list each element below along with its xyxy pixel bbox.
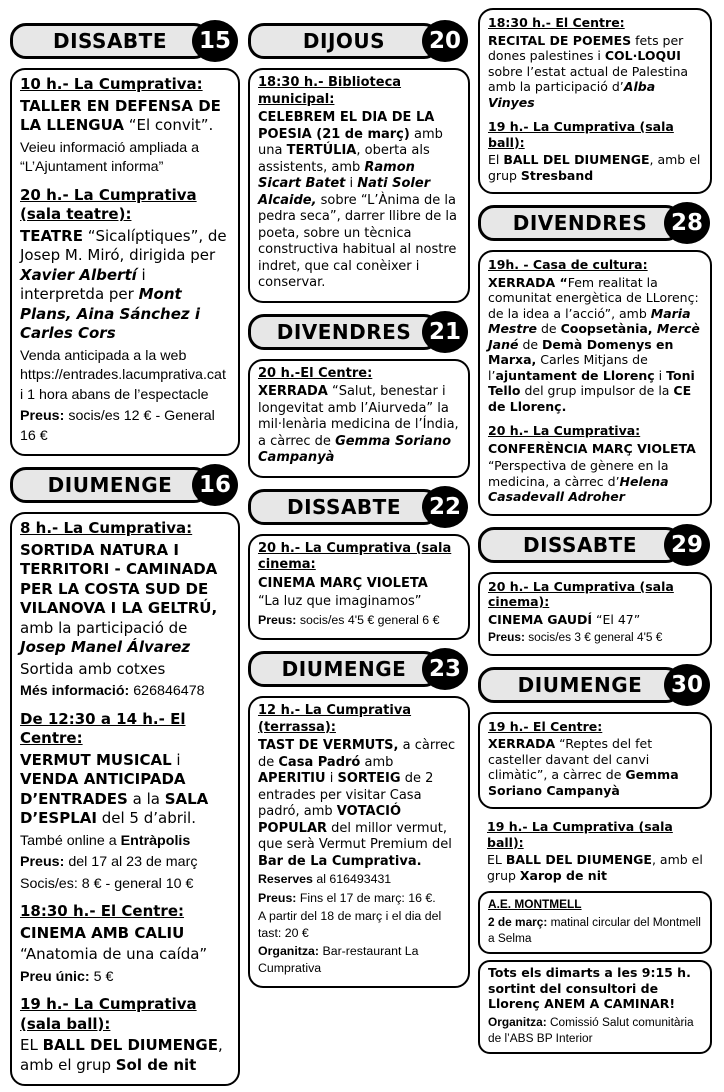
text-segment: Xarop de nit <box>519 867 607 883</box>
text-segment: 19 h.- La Cumprativa (sala ball): <box>20 995 197 1033</box>
text-segment: XERRADA <box>258 384 328 399</box>
text-segment: 20 h.-El Centre: <box>258 365 373 381</box>
text-segment: BALL DEL DIUMENGE <box>505 852 652 868</box>
event-paragraph <box>20 519 229 539</box>
text-segment: 18:30 h.- El Centre: <box>20 902 185 921</box>
event-paragraph <box>258 891 459 908</box>
event-text-block <box>478 817 712 887</box>
text-segment: VOTACIÓ POPULAR <box>258 804 401 836</box>
event-paragraph <box>258 384 459 467</box>
text-segment: a la <box>127 789 165 808</box>
text-segment: Gemma Soriano Campanyà <box>488 767 679 798</box>
text-segment: “La luz que imaginamos” <box>258 594 422 609</box>
text-segment: , amb el grup <box>20 1036 223 1074</box>
text-segment: El <box>488 152 504 167</box>
day-number-badge <box>422 486 468 528</box>
column-1 <box>10 8 240 1092</box>
event-paragraph <box>488 152 701 183</box>
day-header-dissabte-22 <box>248 486 468 526</box>
text-segment: amb la participació de <box>20 618 188 637</box>
event-paragraph <box>488 275 701 415</box>
event-paragraph <box>258 944 459 977</box>
text-segment: de <box>518 336 543 352</box>
text-segment: Bar-restaurant La Cumprativa <box>258 944 419 975</box>
event-paragraph <box>488 119 701 150</box>
text-segment: EL <box>20 1036 43 1055</box>
day-number-badge <box>664 524 710 566</box>
text-segment: del 5 d’abril. <box>96 809 196 828</box>
day-number-badge <box>192 20 238 62</box>
event-paragraph <box>258 872 459 889</box>
text-segment: També online a <box>20 832 121 849</box>
day-number: 22 <box>428 493 461 520</box>
text-segment: Alba Vinyes <box>488 79 656 110</box>
text-segment: TEATRE <box>20 226 83 245</box>
day-number-badge <box>664 664 710 706</box>
text-segment: 20 h.- La Cumprativa (sala cinema: <box>258 540 452 572</box>
event-box <box>248 359 470 478</box>
day-label: DISSABTE <box>287 494 401 519</box>
text-segment: Demà Domenys en Marxa, <box>488 336 674 367</box>
event-box <box>478 572 712 656</box>
event-box <box>248 68 470 303</box>
day-number-badge <box>192 464 238 506</box>
text-segment: Stresband <box>520 167 594 183</box>
text-segment: socis/es 12 € - General 16 € <box>20 408 215 444</box>
text-segment: A.E. MONTMELL <box>488 897 582 912</box>
text-segment: Helena Casadevall Adroher <box>488 473 669 504</box>
day-number-badge <box>422 648 468 690</box>
event-paragraph <box>20 227 229 344</box>
text-segment: , oberta als assistents, amb <box>258 143 430 175</box>
text-segment: sobre “L’Ànima de la pedra seca”, darrer llibre de la poeta, sobre un tècnica constructiva habitual al nostre indret, que cal conèixer i conservar. <box>258 192 457 290</box>
event-paragraph <box>487 819 704 850</box>
text-segment: RECITAL DE POEMES <box>488 32 632 48</box>
text-segment: Entràpolis <box>120 832 191 849</box>
event-paragraph <box>488 965 702 1012</box>
day-pill <box>248 314 440 350</box>
text-segment: i <box>171 750 181 769</box>
text-segment: TALLER EN DEFENSA DE LA LLENGUA <box>20 96 221 134</box>
text-segment: Carles Mitjans de l’ <box>488 352 648 383</box>
text-segment: Preu únic: <box>20 968 90 985</box>
text-segment: matinal circular del Montmell a Selma <box>488 914 701 945</box>
text-segment: CINEMA GAUDÍ <box>488 611 593 627</box>
event-paragraph <box>258 75 459 108</box>
event-paragraph <box>20 967 229 987</box>
event-paragraph <box>20 541 229 658</box>
text-segment: SALA D’ESPLAI <box>20 789 209 828</box>
day-header-diumenge-16 <box>10 464 238 504</box>
text-segment: 19 h.- La Cumprativa (sala ball): <box>487 819 673 850</box>
event-paragraph <box>20 138 229 177</box>
text-segment: de <box>536 321 561 336</box>
text-segment: del 17 al 23 de març <box>64 854 198 871</box>
event-paragraph <box>258 703 459 736</box>
text-segment: SORTEIG <box>337 771 401 786</box>
text-segment: Més informació: <box>20 683 130 700</box>
text-segment: CINEMA AMB CALIU <box>20 923 185 942</box>
text-segment: i interpretda per <box>20 265 146 304</box>
column-3 <box>478 8 712 1060</box>
event-box <box>478 8 712 194</box>
text-segment: del grup impulsor de la <box>520 383 674 398</box>
text-segment: “Reptes del fet casteller davant del canvi climàtic”, a càrrec de <box>488 736 653 783</box>
text-segment: Preus: <box>488 630 525 644</box>
text-segment: i <box>325 771 338 786</box>
text-segment: Preus: <box>20 854 65 871</box>
event-paragraph <box>488 612 701 628</box>
text-segment: 10 h.- La Cumprativa: <box>20 75 203 93</box>
text-segment: i <box>345 176 358 191</box>
text-segment: Sortida amb cotxes <box>20 659 166 678</box>
event-paragraph <box>20 97 229 136</box>
text-segment: TERTÚLIA <box>286 143 357 158</box>
text-segment: Casa Padró <box>278 754 361 770</box>
day-number: 15 <box>198 28 231 54</box>
text-segment: De 12:30 a 14 h.- El Centre: <box>20 709 186 748</box>
text-segment: “El 47” <box>592 611 641 627</box>
text-segment: APERITIU <box>258 771 326 786</box>
event-paragraph <box>258 366 459 383</box>
event-paragraph <box>20 945 229 965</box>
day-header-divendres-28 <box>478 202 710 242</box>
text-segment: Socis/es: 8 € - general 10 € <box>20 875 194 892</box>
text-segment: Tots els dimarts a les 9:15 h. sortint del consultori de Llorenç ANEM A CAMINAR! <box>488 965 691 1012</box>
text-segment: Bar de La Cumprativa. <box>258 853 422 869</box>
day-label: DIVENDRES <box>276 319 412 344</box>
text-segment: Sol de nit <box>115 1055 197 1074</box>
text-segment: Xavier Albertí <box>20 265 137 284</box>
text-segment: al 616493431 <box>312 872 392 886</box>
day-header-diumenge-30 <box>478 664 710 704</box>
day-number: 23 <box>428 656 461 682</box>
text-segment: 20 h.- La Cumprativa: <box>488 423 641 438</box>
text-segment: amb <box>360 754 394 770</box>
event-paragraph <box>488 896 702 912</box>
text-segment: “Perspectiva de gènere en la medicina, a càrrec d’ <box>488 458 669 489</box>
event-box <box>10 512 240 1086</box>
day-pill <box>478 205 682 241</box>
day-label: DIUMENGE <box>517 672 643 697</box>
text-segment: “Anatomia de una caída” <box>20 945 208 964</box>
day-number: 30 <box>670 671 703 698</box>
event-paragraph <box>20 751 229 829</box>
event-paragraph <box>20 902 229 922</box>
event-paragraph <box>487 852 704 883</box>
event-paragraph <box>258 594 459 611</box>
day-pill <box>248 23 440 59</box>
event-paragraph <box>20 831 229 851</box>
event-paragraph <box>488 579 701 610</box>
event-paragraph <box>488 458 701 505</box>
text-segment: CELEBREM EL DIA DE LA POESIA (21 de març) <box>258 110 435 142</box>
event-paragraph <box>488 719 701 735</box>
day-label: DIVENDRES <box>512 211 648 235</box>
event-paragraph <box>258 909 459 942</box>
text-segment: Comissió Salut comunitària de l’ABS BP Interior <box>488 1014 694 1045</box>
event-paragraph <box>488 423 701 439</box>
text-segment: VERMUT MUSICAL <box>20 750 172 769</box>
text-segment: de 2 entrades per visitar Casa padró, amb <box>258 771 434 819</box>
text-segment: 18:30 h.- El Centre: <box>488 15 625 30</box>
text-segment: 19 h.- El Centre: <box>488 718 603 734</box>
day-label: DISSABTE <box>523 532 637 557</box>
event-paragraph <box>488 629 701 645</box>
event-paragraph <box>258 541 459 574</box>
text-segment: CE de Llorenç. <box>488 383 692 414</box>
text-segment: Mont Plans, Aina Sánchez i Carles Cors <box>20 285 200 343</box>
day-pill <box>478 527 682 563</box>
text-segment: , amb el grup <box>488 152 701 183</box>
text-segment: ajuntament de Llorenç <box>495 367 655 383</box>
text-segment: Mercè Jané <box>488 321 700 352</box>
text-segment: del millor vermut, que serà Vermut Premium del <box>258 820 452 852</box>
text-segment: Nati Soler Alcaide, <box>258 176 431 208</box>
text-segment: fets per dones palestines i <box>488 32 684 63</box>
text-segment: XERRADA “ <box>488 274 568 290</box>
text-segment: 5 € <box>89 968 114 985</box>
text-segment: Venda anticipada a la web https://entrades.lacumprativa.cat i 1 hora abans de l’espectacle <box>20 347 226 403</box>
text-segment: 19h. - Casa de cultura: <box>488 257 648 272</box>
day-number-badge <box>422 20 468 62</box>
text-segment: TAST DE VERMUTS, <box>258 738 399 753</box>
day-label: DIUMENGE <box>281 657 407 681</box>
text-segment: EL <box>487 852 506 868</box>
event-paragraph <box>258 613 459 630</box>
text-segment: 19 h.- La Cumprativa (sala ball): <box>488 119 674 150</box>
day-label: DIJOUS <box>302 29 386 53</box>
text-segment: 20 h.- La Cumprativa (sala teatre): <box>20 185 197 224</box>
column-2 <box>248 8 470 994</box>
text-segment: socis/es 3 € general 4'5 € <box>524 630 663 644</box>
text-segment: 2 de març: <box>488 914 548 929</box>
event-box <box>10 68 240 456</box>
text-segment: Preus: <box>258 612 297 627</box>
text-segment: Preus: <box>258 890 297 905</box>
text-segment: amb una <box>258 126 443 158</box>
day-number: 20 <box>428 28 461 54</box>
event-paragraph <box>20 874 229 894</box>
event-paragraph <box>488 15 701 31</box>
event-paragraph <box>20 852 229 872</box>
text-segment: 12 h.- La Cumprativa (terrassa): <box>258 703 412 735</box>
text-segment: XERRADA <box>488 736 556 752</box>
event-paragraph <box>488 914 702 945</box>
day-pill <box>248 651 440 687</box>
text-segment: CONFERÈNCIA MARÇ VIOLETA <box>488 440 696 456</box>
day-number: 21 <box>428 318 461 345</box>
event-box <box>478 712 712 810</box>
day-pill <box>478 667 682 703</box>
event-box <box>248 534 470 641</box>
day-number-badge <box>664 202 710 244</box>
text-segment: 18:30 h.- Biblioteca municipal: <box>258 75 402 107</box>
day-pill <box>248 489 440 525</box>
day-header-dissabte-29 <box>478 524 710 564</box>
event-box <box>248 696 470 988</box>
day-label: DIUMENGE <box>47 473 173 498</box>
text-segment: Coopsetània, <box>560 321 653 336</box>
text-segment: a càrrec de <box>258 738 456 770</box>
text-segment: CINEMA MARÇ VIOLETA <box>258 575 428 591</box>
day-number-badge <box>422 311 468 353</box>
event-paragraph <box>488 441 701 457</box>
text-segment: Veieu informació ampliada a “L’Ajuntament informa” <box>20 139 200 176</box>
day-header-divendres-21 <box>248 311 468 351</box>
text-segment: 20 h.- La Cumprativa (sala cinema): <box>488 578 674 609</box>
event-paragraph <box>20 406 229 445</box>
text-segment: sobre l’estat actual de Palestina amb la participació d’ <box>488 63 689 94</box>
day-number: 28 <box>670 210 703 236</box>
text-segment: Fem realitat la comunitat energètica de LLorenç: de la idea a l’acció”, amb <box>488 274 699 321</box>
text-segment: “El convit”. <box>123 116 214 134</box>
text-segment: 8 h.- La Cumprativa: <box>20 519 193 538</box>
text-segment: “Sicalíptiques”, de Josep M. Miró, dirigida per <box>20 226 227 265</box>
text-segment: i <box>654 367 667 383</box>
event-paragraph <box>20 1036 229 1075</box>
day-label: DISSABTE <box>53 29 167 53</box>
event-paragraph <box>20 995 229 1034</box>
text-segment: Maria Mestre <box>488 305 691 336</box>
event-paragraph <box>20 924 229 944</box>
text-segment: , amb el grup <box>487 852 703 883</box>
text-segment: Josep Manel Álvarez <box>20 638 191 657</box>
event-paragraph <box>488 736 701 798</box>
text-segment: Preus: <box>20 408 65 425</box>
text-segment: Organitza: <box>258 944 320 958</box>
text-segment: BALL DEL DIUMENGE <box>503 152 650 167</box>
event-paragraph <box>20 75 229 95</box>
event-paragraph <box>488 1014 702 1045</box>
event-paragraph <box>20 710 229 749</box>
text-segment: BALL DEL DIUMENGE <box>42 1036 218 1055</box>
text-segment: Organitza: <box>488 1014 547 1029</box>
text-segment: VENDA ANTICIPADA D’ENTRADES <box>20 770 186 808</box>
text-segment: 626846478 <box>129 683 205 700</box>
text-segment: Ramon Sicart Batet <box>258 159 415 191</box>
day-header-diumenge-23 <box>248 648 468 688</box>
day-number: 29 <box>670 531 703 558</box>
event-paragraph <box>20 346 229 405</box>
text-segment: Toni Tello <box>488 367 695 398</box>
text-segment: “Salut, benestar i longevitat amb l’Aiurveda” la mil·lenària medicina de l’Índia, a càrrec de <box>258 384 459 449</box>
event-box <box>478 891 712 954</box>
day-number: 16 <box>198 472 231 499</box>
day-pill <box>10 23 210 59</box>
event-paragraph <box>258 576 459 593</box>
text-segment: SORTIDA NATURA I TERRITORI - CAMINADA PER LA COSTA SUD DE VILANOVA I LA GELTRÚ, <box>20 540 218 618</box>
event-box <box>478 960 712 1054</box>
text-segment: Fins el 17 de març: 16 €. <box>296 890 436 905</box>
event-box <box>478 250 712 516</box>
event-paragraph <box>20 186 229 225</box>
event-paragraph <box>20 660 229 680</box>
event-paragraph <box>488 257 701 273</box>
day-header-dissabte-15 <box>10 20 238 60</box>
event-paragraph <box>258 110 459 292</box>
day-header-dijous-20 <box>248 20 468 60</box>
text-segment: A partir del 18 de març i el dia del tast: 20 € <box>258 909 442 940</box>
event-paragraph <box>20 681 229 701</box>
event-paragraph <box>488 33 701 111</box>
text-segment: Reserves <box>258 872 313 886</box>
text-segment: socis/es 4'5 € general 6 € <box>296 612 440 627</box>
day-pill <box>10 467 210 503</box>
text-segment: Gemma Soriano Campanyà <box>258 433 452 465</box>
event-paragraph <box>258 738 459 870</box>
text-segment: COL·LOQUI <box>604 48 681 63</box>
